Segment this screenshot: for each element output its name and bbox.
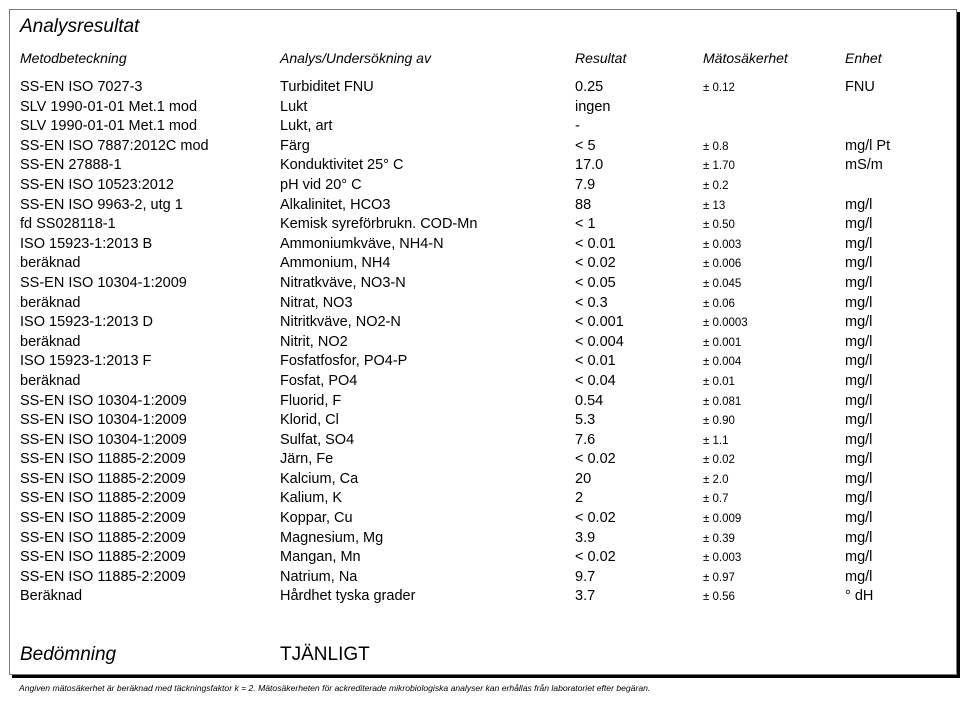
cell-unit: mg/l	[845, 431, 873, 448]
table-row	[10, 295, 956, 315]
cell-analysis: pH vid 20° C	[280, 176, 362, 193]
cell-method: SS-EN ISO 11885-2:2009	[20, 510, 186, 527]
cell-uncertainty: ± 0.06	[703, 297, 735, 310]
cell-result: 3.9	[575, 529, 596, 546]
cell-result: < 0.02	[575, 510, 616, 527]
cell-analysis: Kalcium, Ca	[280, 470, 359, 487]
cell-unit: mg/l	[845, 235, 873, 252]
header-method: Metodbeteckning	[20, 50, 127, 66]
cell-unit: mg/l	[845, 549, 873, 566]
table-row	[10, 236, 956, 256]
cell-analysis: Koppar, Cu	[280, 510, 353, 527]
cell-result: < 0.02	[575, 451, 616, 468]
cell-uncertainty: ± 0.003	[703, 552, 742, 565]
header-result: Resultat	[575, 50, 627, 66]
cell-unit: mg/l	[845, 274, 873, 291]
cell-unit: ° dH	[845, 588, 874, 605]
page-title: Analysresultat	[20, 16, 140, 37]
cell-uncertainty: ± 0.004	[703, 356, 742, 369]
cell-method: SS-EN ISO 10304-1:2009	[20, 392, 187, 409]
table-row	[10, 255, 956, 275]
table-row	[10, 216, 956, 236]
cell-uncertainty: ± 0.081	[703, 395, 742, 408]
cell-analysis: Fosfatfosfor, PO4-P	[280, 353, 408, 370]
cell-analysis: Kalium, K	[280, 490, 343, 507]
cell-unit: mg/l	[845, 451, 873, 468]
cell-uncertainty: ± 0.02	[703, 454, 735, 467]
cell-unit: mg/l	[845, 568, 873, 585]
cell-method: SS-EN ISO 10523:2012	[20, 176, 174, 193]
cell-unit: mg/l	[845, 412, 873, 429]
cell-analysis: Färg	[280, 137, 310, 154]
table-row	[10, 549, 956, 569]
cell-result: < 0.02	[575, 549, 616, 566]
cell-analysis: Nitritkväve, NO2-N	[280, 314, 401, 331]
cell-uncertainty: ± 0.8	[703, 140, 729, 153]
cell-uncertainty: ± 0.39	[703, 532, 735, 545]
table-row	[10, 334, 956, 354]
cell-uncertainty: ± 1.1	[703, 434, 729, 447]
cell-method: SS-EN ISO 11885-2:2009	[20, 549, 186, 566]
cell-unit: mg/l	[845, 255, 873, 272]
cell-uncertainty: ± 0.01	[703, 375, 735, 388]
cell-analysis: Ammonium, NH4	[280, 255, 391, 272]
cell-uncertainty: ± 0.7	[703, 493, 729, 506]
cell-result: < 0.04	[575, 372, 616, 389]
cell-uncertainty: ± 2.0	[703, 473, 729, 486]
table-row	[10, 99, 956, 119]
cell-uncertainty: ± 1.70	[703, 160, 735, 173]
cell-method: SS-EN ISO 11885-2:2009	[20, 490, 186, 507]
cell-analysis: Nitrit, NO2	[280, 333, 348, 350]
table-row	[10, 530, 956, 550]
cell-result: ingen	[575, 98, 611, 115]
cell-method: ISO 15923-1:2013 B	[20, 235, 153, 252]
cell-unit: mg/l	[845, 333, 873, 350]
cell-result: 3.7	[575, 588, 596, 605]
cell-uncertainty: ± 0.2	[703, 179, 729, 192]
cell-analysis: Kemisk syreförbrukn. COD-Mn	[280, 216, 478, 233]
cell-unit: FNU	[845, 79, 875, 95]
cell-result: 9.7	[575, 568, 596, 585]
cell-analysis: Lukt	[280, 98, 308, 115]
cell-method: SS-EN ISO 11885-2:2009	[20, 451, 186, 468]
cell-result: 0.54	[575, 392, 604, 409]
cell-unit: mg/l	[845, 294, 873, 311]
cell-method: SS-EN ISO 7027-3	[20, 79, 143, 95]
table-row	[10, 432, 956, 452]
cell-result: -	[575, 118, 580, 135]
table-row	[10, 510, 956, 530]
cell-unit: mS/m	[845, 157, 883, 174]
cell-analysis: Magnesium, Mg	[280, 529, 384, 546]
cell-result: < 0.01	[575, 235, 616, 252]
cell-result: < 0.004	[575, 333, 624, 350]
results-table	[10, 79, 956, 608]
cell-method: SS-EN 27888-1	[20, 157, 122, 174]
cell-result: < 0.3	[575, 294, 608, 311]
table-row	[10, 353, 956, 373]
cell-analysis: Lukt, art	[280, 118, 333, 135]
cell-unit: mg/l	[845, 353, 873, 370]
cell-method: SS-EN ISO 11885-2:2009	[20, 529, 186, 546]
cell-analysis: Klorid, Cl	[280, 412, 339, 429]
cell-result: < 0.01	[575, 353, 616, 370]
cell-analysis: Alkalinitet, HCO3	[280, 196, 391, 213]
cell-uncertainty: ± 0.0003	[703, 317, 748, 330]
cell-analysis: Konduktivitet 25° C	[280, 157, 404, 174]
cell-uncertainty: ± 0.90	[703, 415, 735, 428]
cell-analysis: Nitrat, NO3	[280, 294, 353, 311]
cell-method: ISO 15923-1:2013 D	[20, 314, 154, 331]
cell-method: Beräknad	[20, 588, 83, 605]
cell-uncertainty: ± 0.50	[703, 219, 735, 232]
cell-method: beräknad	[20, 255, 81, 272]
cell-method: SLV 1990-01-01 Met.1 mod	[20, 98, 198, 115]
header-unit: Enhet	[845, 50, 882, 66]
cell-unit: mg/l	[845, 216, 873, 233]
cell-unit: mg/l	[845, 196, 873, 213]
assessment-label: Bedömning	[20, 644, 117, 665]
cell-method: beräknad	[20, 372, 81, 389]
cell-analysis: Turbiditet FNU	[280, 79, 374, 95]
cell-result: 7.9	[575, 176, 596, 193]
cell-uncertainty: ± 13	[703, 199, 726, 212]
footnote: Angiven mätosäkerhet är beräknad med täckningsfaktor k = 2. Mätosäkerheten för ackrediterade mikrobiologiska analyser kan erhållas från laboratoriet efter begäran.	[19, 683, 651, 693]
cell-result: < 0.05	[575, 274, 616, 291]
header-uncertainty: Mätosäkerhet	[703, 50, 788, 66]
table-row	[10, 451, 956, 471]
cell-method: SS-EN ISO 9963-2, utg 1	[20, 196, 183, 213]
table-row	[10, 393, 956, 413]
cell-unit: mg/l	[845, 392, 873, 409]
table-row	[10, 79, 956, 99]
cell-method: SS-EN ISO 10304-1:2009	[20, 431, 187, 448]
header-analysis: Analys/Undersökning av	[280, 50, 431, 66]
cell-unit: mg/l	[845, 529, 873, 546]
table-row	[10, 373, 956, 393]
cell-result: 2	[575, 490, 584, 507]
cell-result: < 0.02	[575, 255, 616, 272]
cell-unit: mg/l	[845, 490, 873, 507]
cell-uncertainty: ± 0.003	[703, 238, 742, 251]
table-row	[10, 314, 956, 334]
results-panel	[9, 9, 957, 675]
cell-result: 0.25	[575, 79, 604, 95]
table-row	[10, 412, 956, 432]
cell-unit: mg/l	[845, 510, 873, 527]
cell-analysis: Nitratkväve, NO3-N	[280, 274, 406, 291]
cell-method: ISO 15923-1:2013 F	[20, 353, 152, 370]
cell-unit: mg/l Pt	[845, 137, 891, 154]
assessment-value: TJÄNLIGT	[280, 644, 370, 665]
cell-uncertainty: ± 0.045	[703, 277, 742, 290]
cell-result: 5.3	[575, 412, 596, 429]
table-row	[10, 471, 956, 491]
table-row	[10, 197, 956, 217]
cell-result: 20	[575, 470, 592, 487]
cell-analysis: Hårdhet tyska grader	[280, 588, 416, 605]
cell-uncertainty: ± 0.009	[703, 513, 742, 526]
cell-result: 17.0	[575, 157, 604, 174]
cell-result: 7.6	[575, 431, 596, 448]
table-row	[10, 275, 956, 295]
cell-analysis: Fluorid, F	[280, 392, 342, 409]
cell-uncertainty: ± 0.006	[703, 258, 742, 271]
cell-unit: mg/l	[845, 470, 873, 487]
table-row	[10, 138, 956, 158]
cell-method: SLV 1990-01-01 Met.1 mod	[20, 118, 198, 135]
cell-result: < 5	[575, 137, 596, 154]
cell-analysis: Natrium, Na	[280, 568, 358, 585]
cell-analysis: Ammoniumkväve, NH4-N	[280, 235, 444, 252]
cell-method: SS-EN ISO 7887:2012C mod	[20, 137, 209, 154]
cell-result: < 0.001	[575, 314, 624, 331]
cell-method: beräknad	[20, 294, 81, 311]
cell-analysis: Sulfat, SO4	[280, 431, 355, 448]
cell-method: SS-EN ISO 11885-2:2009	[20, 568, 186, 585]
table-row	[10, 177, 956, 197]
cell-result: < 1	[575, 216, 596, 233]
cell-method: SS-EN ISO 11885-2:2009	[20, 470, 186, 487]
cell-unit: mg/l	[845, 314, 873, 331]
cell-analysis: Järn, Fe	[280, 451, 334, 468]
cell-result: 88	[575, 196, 592, 213]
cell-uncertainty: ± 0.001	[703, 336, 742, 349]
cell-unit: mg/l	[845, 372, 873, 389]
table-row	[10, 490, 956, 510]
cell-uncertainty: ± 0.56	[703, 591, 735, 604]
cell-uncertainty: ± 0.97	[703, 571, 735, 584]
cell-method: beräknad	[20, 333, 81, 350]
table-row	[10, 118, 956, 138]
cell-analysis: Mangan, Mn	[280, 549, 361, 566]
cell-uncertainty: ± 0.12	[703, 82, 735, 94]
table-row	[10, 569, 956, 589]
cell-method: SS-EN ISO 10304-1:2009	[20, 412, 187, 429]
cell-method: SS-EN ISO 10304-1:2009	[20, 274, 187, 291]
table-row	[10, 588, 956, 608]
cell-analysis: Fosfat, PO4	[280, 372, 358, 389]
table-row	[10, 157, 956, 177]
cell-method: fd SS028118-1	[20, 216, 116, 233]
